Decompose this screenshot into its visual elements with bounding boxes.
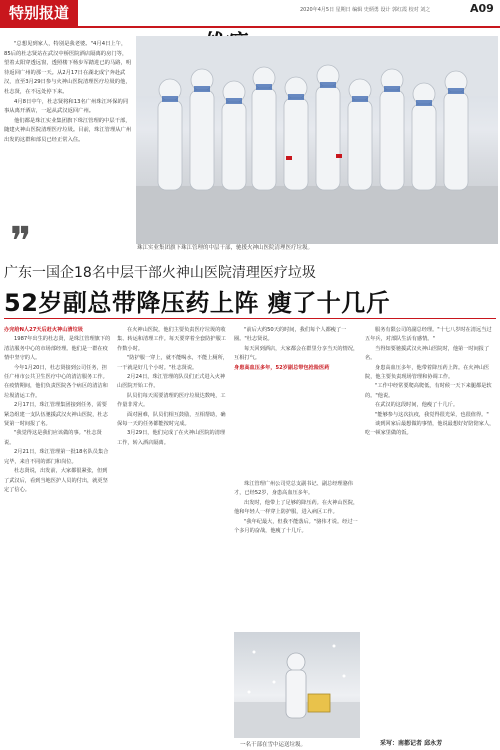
article-paragraph: 服务有限公司的副总经理。"十七八岁时在清远当过五年兵，对部队生活有感情。" [365, 327, 492, 343]
article-paragraph: 出发时，他带上了足够的降压药。在火神山医院，他和年轻人一样穿上防护服，进入病区工作。 [234, 499, 359, 516]
article-column-1 [4, 326, 112, 746]
group-photo-art [136, 36, 498, 244]
page-number: A09 [470, 2, 494, 15]
article-paragraph: 今年1月20日，杜志贤接到公司任务，担任广州市公共卫生医疗中心的清洁服务工作。在疫情期间，他们负责医院各个病区的清洁和垃圾清运工作。 [4, 364, 108, 399]
article-column-3 [234, 326, 360, 466]
article-paragraph: "我觉得这是我们应该做的事。"杜志贤说。 [4, 430, 102, 446]
article-paragraph: "前后大约50天的时间，我们每个人都瘦了一圈。"杜志贤说。 [234, 327, 347, 343]
article-paragraph: 每天回到酒店，大家都会在群里分享当天的情况，互相打气。 [234, 345, 359, 362]
group-photo [136, 36, 498, 244]
intro-paragraph: "总想见到家人，特别是我老婆。"4月4日上午，85后的杜志贤站在武汉中桥医院酒店隔离的房门等，望着太阳穿透远窗，透照楼下杨步军踏进已的马路，明待返回广州的那一天。从2月17日在湖北成宁奔赴武汉，直至3月29日参与火神山医院清理医疗垃圾的他，杜志贤，在不远处停下来。 [4, 41, 132, 95]
quote-mark-icon: ❞ [10, 219, 32, 265]
subheading: 身患高血压多年，52岁副总带包抢险医药 [234, 364, 330, 371]
article-paragraph: 2月21日，珠江管理第一批18名队员集合完毕，来自不同的部门和岗位。 [4, 449, 109, 465]
article-paragraph: 身患高血压多年，他带着降压药上阵。在火神山医院，他主要负责现场管理和协调工作。 [365, 364, 490, 381]
article-paragraph: 3月29日，他们完成了在火神山医院的清理工作，转入酒店隔离。 [117, 430, 226, 446]
article-paragraph: 2月24日，珠江管理的队员们正式进入火神山医院开始工作。 [117, 374, 226, 390]
article-paragraph: 谈到回家后最想做的事情，他说最想好好陪陪家人，吃一顿家里做的饭。 [365, 421, 495, 437]
intro-text [4, 40, 132, 245]
article-paragraph: 珠江管理广州公司党总支副书记、副总经理骆伟才，已经52岁，身患高血压多年。 [234, 481, 353, 497]
intro-paragraph: 4月8日中午，杜志贤将和13名广州珠江环保的同事从离开酒店，一起从武汉返回广州。 [4, 98, 129, 115]
article-paragraph: 在火神山医院，他们主要负责医疗垃圾的收集、转运和清理工作。每天要穿着全套防护服工作数小时。 [117, 327, 226, 352]
kicker-headline: 广东一国企18名中层干部火神山医院清理医疗垃圾 [4, 265, 316, 281]
photo-caption: 珠江实业集团旗下珠江管理的中层干部，驰援火神山医院清理医疗垃圾。 [137, 245, 314, 251]
main-headline: 52岁副总带降压药上阵 瘦了十几斤 [4, 289, 391, 317]
article-paragraph: "我年纪最大，但我不能落后。"骆伟才说。经过一个多月的奋战，他瘦了十几斤。 [234, 518, 358, 535]
article-column-3-continued [234, 480, 360, 630]
issue-meta: 2020年4月5日 星期日 编辑 史炳勇 设计 郭红霞 校对 刘之 [300, 7, 431, 13]
article-paragraph: 杜志贤说，出发前，大家都很紧张，但到了武汉后，看到当地医护人员的付出，就更坚定了信心。 [4, 468, 108, 493]
snow-photo-caption: 一名干部在雪中运送垃圾。 [240, 742, 307, 748]
headline-rule [4, 318, 496, 319]
article-paragraph: 队员们每天需要清理的医疗垃圾达数吨，工作量非常大。 [117, 392, 226, 409]
snow-photo [234, 632, 360, 738]
intro-paragraph: 他们都是珠江实业集团旗下珠江管理的中层干部，随建火神山医院清理医疗垃圾。目前，珠江管理从广州出发的这群和部员已经正常入住。 [4, 117, 132, 143]
article-column-2 [117, 326, 229, 746]
article-paragraph: 面对困难，队员们相互鼓励，互相帮助，确保每一天的任务都能按时完成。 [117, 411, 226, 428]
article-paragraph: "能够参与这次抗疫，我觉得很光荣，也很值得。" [375, 411, 489, 418]
subheading: 办完给N人27天后赶火神山清垃圾 [4, 327, 83, 333]
article-paragraph: 1987年出生的杜志贤，是珠江管理旗下的清洁服务中心的市场部经理。他们是一群在疫情中坚守的人。 [4, 336, 111, 362]
snow-photo-art [234, 632, 360, 738]
article-paragraph: 当得知要驰援武汉火神山医院时，他第一时间报了名。 [365, 345, 490, 362]
article-paragraph: 在武汉的这段时间，他瘦了十几斤。 [375, 402, 459, 409]
author-byline: 采写：南都记者 邱永芳 [380, 740, 443, 747]
article-column-4 [365, 326, 495, 746]
section-tab: 特别报道 [0, 0, 78, 26]
article-paragraph: "工作中经常要爬高爬低，有时候一天下来腿都是软的。"他说。 [365, 383, 492, 399]
article-paragraph: 2月17日，珠江管理集团接到任务，需要紧急组建一支队伍驰援武汉火神山医院，杜志贤第一时间报了名。 [4, 402, 108, 428]
article-paragraph: "防护服一穿上，就不能喝水，不能上厕所，一干就是好几个小时。"杜志贤说。 [117, 355, 228, 371]
